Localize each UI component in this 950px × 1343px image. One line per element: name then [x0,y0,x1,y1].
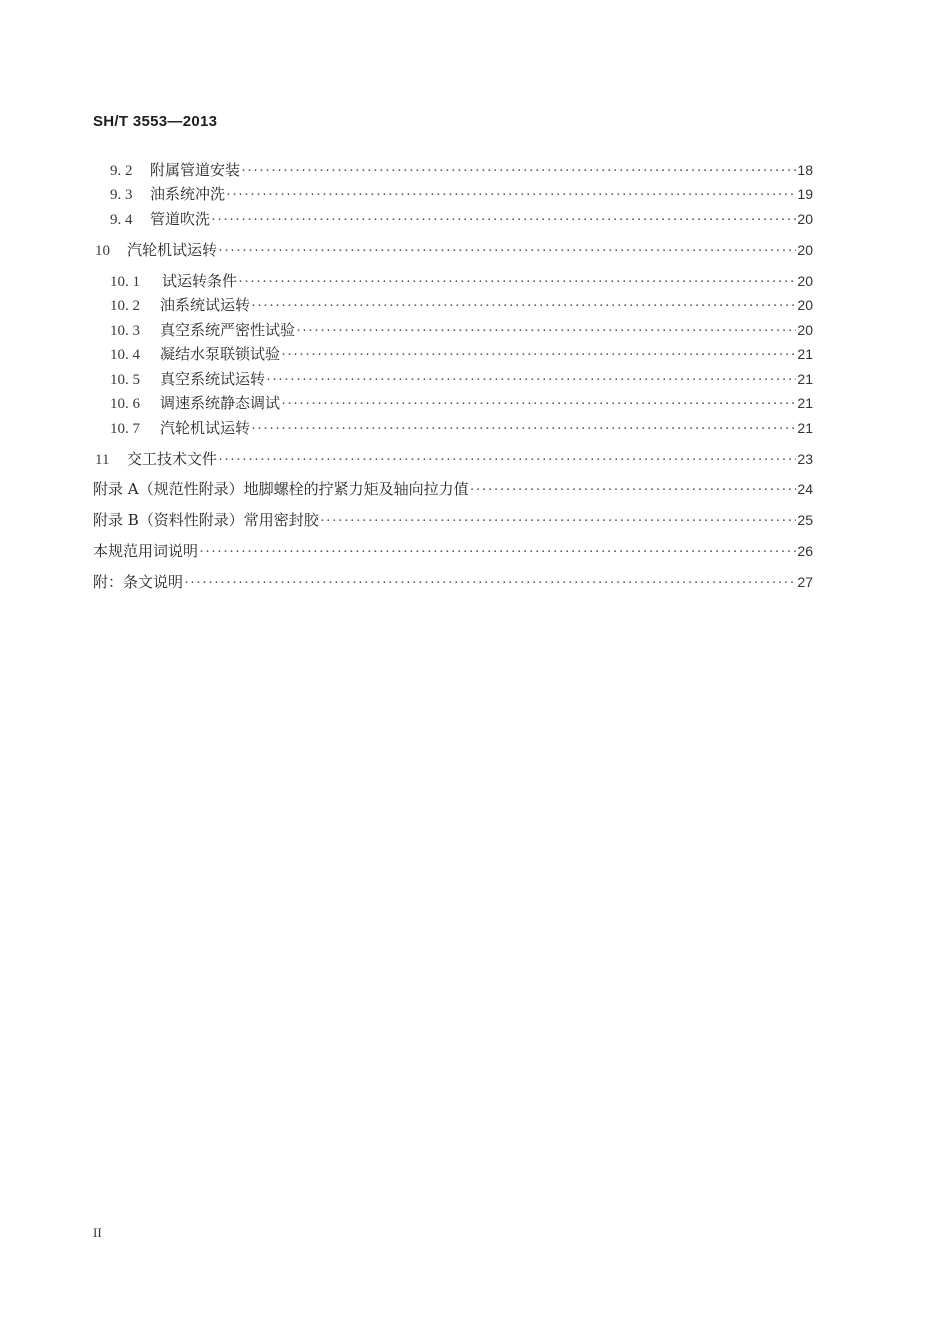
page-number: II [93,1225,102,1240]
toc-entry-page: 21 [797,346,813,362]
toc-entry-number: 11 [95,452,110,468]
toc-entry[interactable] [110,393,813,414]
toc-entry-number: 9. 3 [110,187,133,203]
toc-entry-page: 20 [797,242,813,258]
toc-entry-page: 26 [797,543,813,559]
toc-entry-title: 凝结水泵联锁试验 [160,345,281,363]
toc-entry-chapter[interactable] [95,449,813,470]
toc-entry-number: 10. 2 [110,298,140,314]
toc-entry[interactable] [110,160,813,181]
toc-entry-title: 油系统冲洗 [150,185,226,203]
toc-entry-title: 附：条文说明 [93,573,184,591]
toc-leader-dots [251,296,796,316]
toc-entry-page: 25 [797,512,813,528]
toc-entry-page: 20 [797,211,813,227]
toc-entry-title: 汽轮机试运转 [127,241,218,259]
toc-entry-title: 附录 B（资料性附录）常用密封胶 [93,511,319,529]
toc-entry-page: 20 [797,273,813,289]
toc-entry[interactable] [110,418,813,439]
toc-entry-number: 10. 7 [110,421,140,437]
toc-entry-title: 真空系统严密性试验 [160,321,296,339]
toc-entry-title: 汽轮机试运转 [160,419,251,437]
toc-leader-dots [218,241,796,261]
toc-entry-title: 附属管道安装 [150,161,241,179]
toc-entry-number: 9. 4 [110,212,133,228]
toc-entry-appendix[interactable] [93,541,813,562]
toc-leader-dots [251,419,796,439]
toc-entry-number: 9. 2 [110,163,133,179]
toc-entry-number: 10. 4 [110,347,140,363]
toc-entry[interactable] [110,369,813,390]
toc-leader-dots [211,210,796,230]
toc-entry-appendix[interactable] [93,510,813,531]
toc-entry-page: 21 [797,371,813,387]
toc-entry-page: 19 [797,186,813,202]
toc-leader-dots [199,542,796,562]
toc-entry-appendix[interactable] [93,479,813,500]
toc-leader-dots [296,321,796,341]
toc-entry-page: 24 [797,481,813,497]
toc-entry-page: 18 [797,162,813,178]
toc-entry-title: 附录 A（规范性附录）地脚螺栓的拧紧力矩及轴向拉力值 [93,480,469,498]
toc-entry-title: 管道吹洗 [150,210,211,228]
toc-entry-title: 试运转条件 [162,272,238,290]
toc-entry-page: 20 [797,322,813,338]
toc-entry-appendix[interactable] [93,572,813,593]
toc-entry-title: 交工技术文件 [127,450,218,468]
toc-leader-dots [238,272,796,292]
toc-leader-dots [218,450,796,470]
toc-leader-dots [470,480,797,500]
toc-entry-page: 27 [797,574,813,590]
toc-entry-number: 10. 6 [110,396,140,412]
toc-leader-dots [281,345,796,365]
toc-entry-title: 油系统试运转 [160,296,251,314]
toc-entry-page: 21 [797,395,813,411]
toc-entry[interactable] [110,320,813,341]
toc-entry-number: 10. 5 [110,372,140,388]
toc-entry-number: 10 [95,243,110,259]
toc-leader-dots [320,511,797,531]
toc-leader-dots [281,394,796,414]
toc-entry[interactable] [110,271,813,292]
toc-entry[interactable] [110,209,813,230]
toc-entry-number: 10. 3 [110,323,140,339]
toc-entry-page: 23 [797,451,813,467]
toc-leader-dots [241,161,796,181]
toc-entry[interactable] [110,184,813,205]
toc-entry[interactable] [110,295,813,316]
toc-entry-number: 10. 1 [110,274,140,290]
toc-entry-chapter[interactable] [95,240,813,261]
toc-leader-dots [184,573,796,593]
toc-entry-title: 本规范用词说明 [93,542,199,560]
toc-entry-title: 调速系统静态调试 [160,394,281,412]
toc-leader-dots [266,370,796,390]
toc-entry-page: 21 [797,420,813,436]
toc-entry-title: 真空系统试运转 [160,370,266,388]
document-code-header: SH/T 3553—2013 [93,113,218,130]
toc-leader-dots [226,185,796,205]
toc-entry-page: 20 [797,297,813,313]
toc-entry[interactable] [110,344,813,365]
